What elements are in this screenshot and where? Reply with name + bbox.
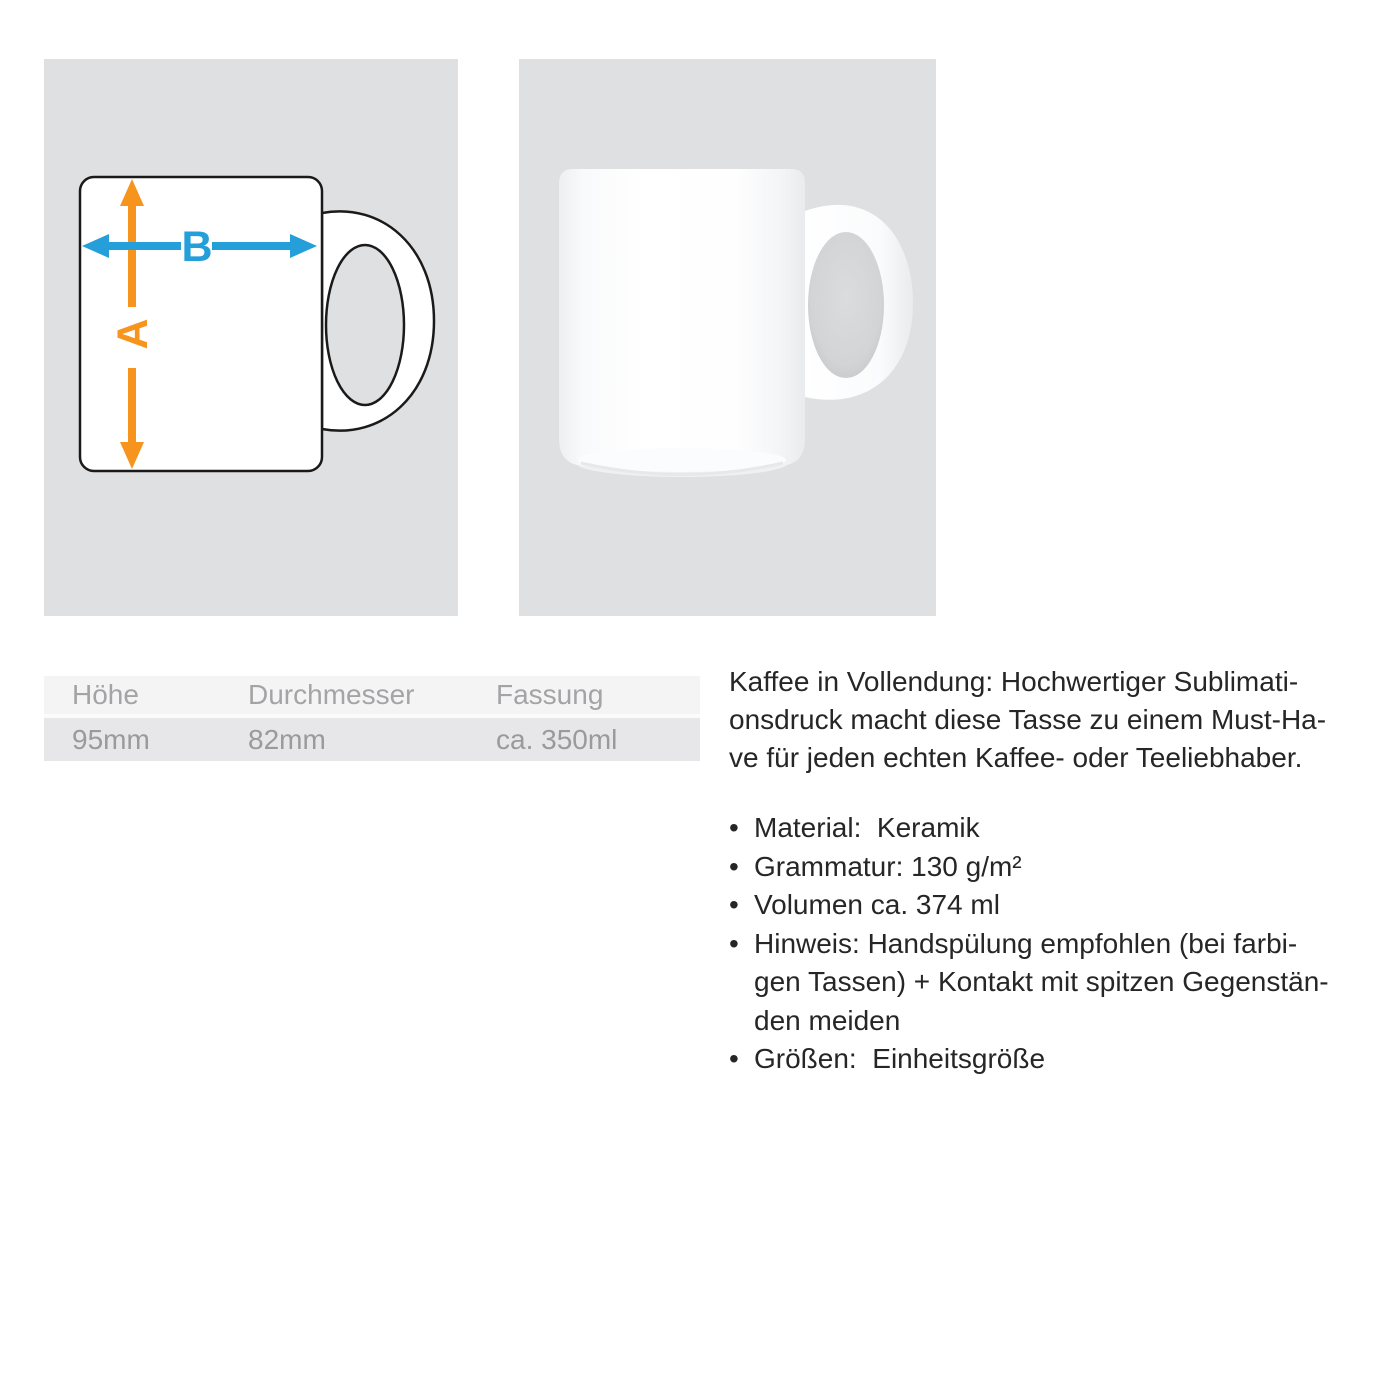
spec-col-durchmesser: Durchmesser	[248, 679, 415, 710]
list-item-hinweis	[729, 925, 1400, 1041]
bullet-icon: •	[729, 812, 739, 843]
mug-dimension-diagram	[44, 59, 458, 616]
list-item-text: Volumen ca. 374 ml	[754, 889, 1000, 920]
feature-list	[729, 809, 1400, 1079]
spec-value-hoehe: 95mm	[72, 723, 150, 755]
spec-table-value-row	[44, 718, 700, 761]
mug-photo	[519, 59, 936, 616]
mug-photo-handle-hole	[808, 232, 884, 378]
list-item-text: den meiden	[754, 1004, 901, 1036]
list-item-text: gen Tassen) + Kontakt mit spitzen Gegenstän-	[754, 966, 1329, 997]
list-item-text: Hinweis: Handspülung empfohlen (bei farbi-	[754, 927, 1298, 959]
spec-value-fassung: ca. 350ml	[496, 723, 618, 755]
list-item-text: Größen: Einheitsgröße	[754, 1043, 1046, 1074]
spec-table	[44, 676, 700, 761]
spec-table-header-row	[44, 676, 700, 714]
mug-photo-body	[559, 169, 805, 466]
description-intro	[729, 663, 1400, 777]
bullet-icon: •	[729, 1043, 739, 1074]
bullet-icon: •	[729, 889, 739, 920]
list-item-material	[729, 809, 1400, 848]
height-label: A	[109, 318, 157, 350]
list-item-text: Grammatur: 130 g/m²	[754, 850, 1022, 882]
spec-col-hoehe: Höhe	[72, 679, 139, 710]
mug-photo-panel	[519, 59, 936, 616]
intro-line: ve für jeden echten Kaffee- oder Teeliebhaber.	[729, 742, 1303, 773]
width-label: B	[181, 223, 213, 271]
spec-value-durchmesser: 82mm	[248, 723, 326, 755]
list-item-text: Material: Keramik	[754, 812, 980, 843]
intro-line: onsdruck macht diese Tasse zu einem Must-Ha-	[729, 704, 1327, 735]
spec-col-fassung: Fassung	[496, 679, 604, 710]
intro-line: Kaffee in Vollendung: Hochwertiger Sublimati-	[729, 666, 1299, 697]
list-item-groessen	[729, 1040, 1400, 1079]
product-description	[729, 663, 1400, 1079]
mug-handle-hole	[326, 245, 404, 405]
list-item-grammatur	[729, 848, 1400, 887]
list-item-volumen	[729, 886, 1400, 925]
mug-dimension-diagram-panel	[44, 59, 458, 616]
bullet-icon: •	[729, 850, 739, 882]
bullet-icon: •	[729, 927, 739, 959]
